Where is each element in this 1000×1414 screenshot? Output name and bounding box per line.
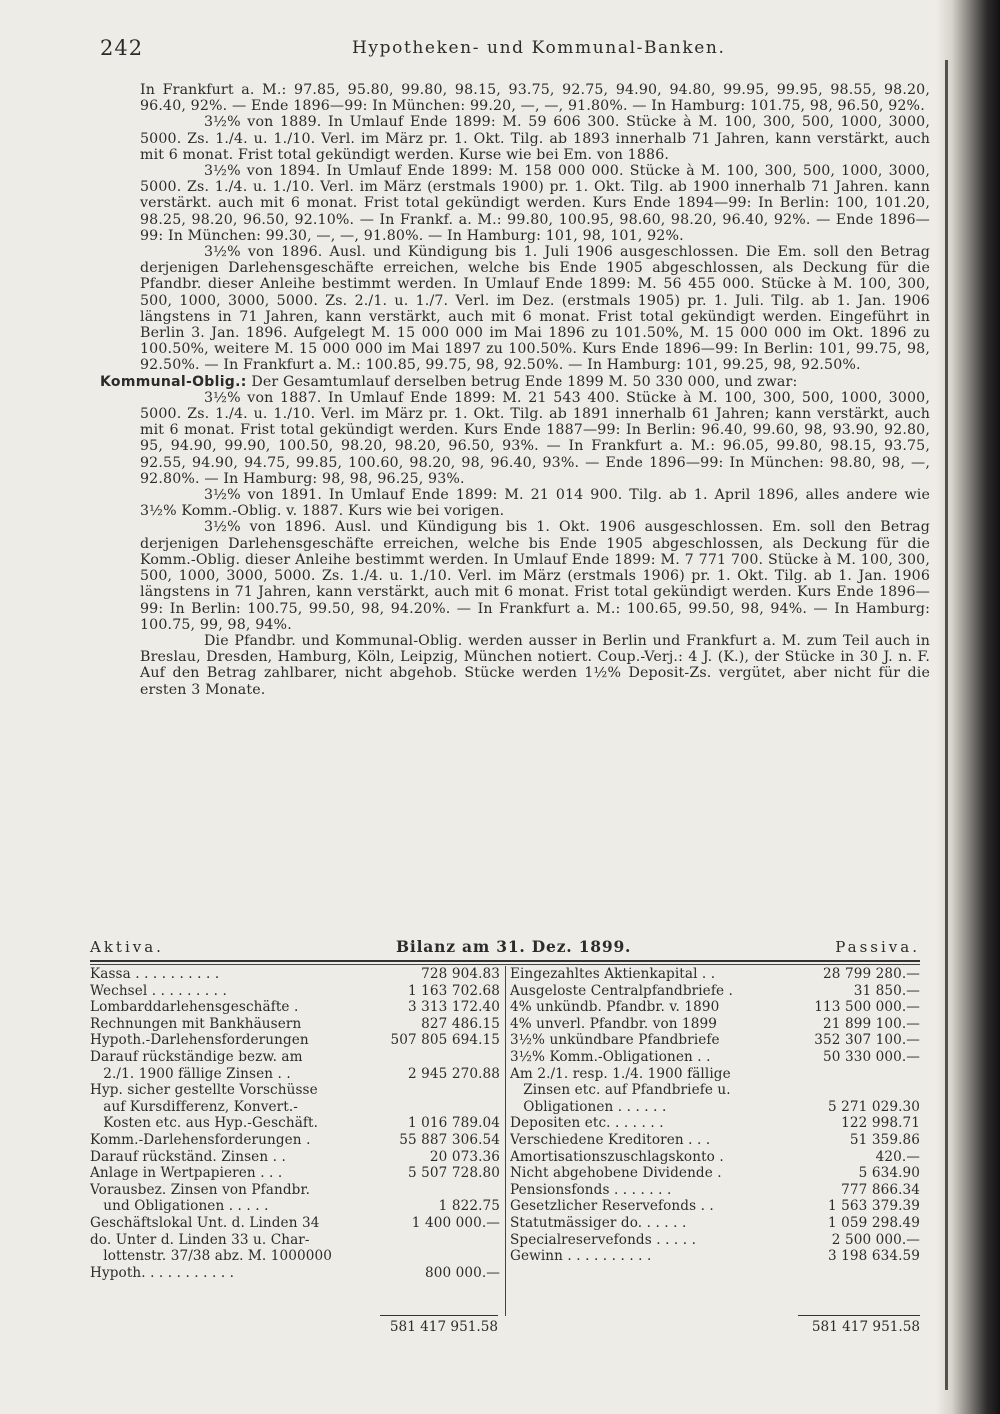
passiva-row-amount: 420.— [875,1148,920,1165]
passiva-row-label: Am 2./1. resp. 1./4. 1900 fällige [510,1065,731,1082]
aktiva-row-amount [380,1182,500,1199]
aktiva-row-label: Darauf rückständige bezw. am [90,1048,303,1065]
aktiva-row-label: Darauf rückständ. Zinsen . . [90,1148,286,1165]
passiva-row-label: Specialreservefonds . . . . . [510,1231,697,1248]
passiva-total: 581 417 951.58 [811,1319,920,1335]
aktiva-row-amount [380,1248,500,1265]
aktiva-row [90,1248,500,1265]
passiva-row [510,983,920,1000]
aktiva-row-label: Vorausbez. Zinsen von Pfandbr. [90,1181,310,1198]
aktiva-row [90,1232,500,1249]
passiva-row-amount: 5 634.90 [858,1165,920,1182]
passiva-row [510,1082,920,1099]
aktiva-row-label: lottenstr. 37/38 abz. M. 1000000 [90,1248,333,1265]
passiva-row [510,966,920,983]
kommunal-oblig-text: Der Gesamtumlauf derselben betrug Ende 1899 M. 50 330 000, und zwar: [246,373,798,390]
body-text [100,82,930,698]
aktiva-row-amount: 55 887 306.54 [399,1131,500,1148]
passiva-row-label: Amortisationszuschlagskonto . [510,1148,724,1165]
aktiva-row [90,983,500,1000]
passiva-row-amount: 2 500 000.— [831,1231,920,1248]
passiva-row-label: Depositen etc. . . . . . . [510,1115,664,1132]
aktiva-row-label: Rechnungen mit Bankhäusern [90,1015,302,1032]
passiva-row [510,1165,920,1182]
passiva-row-amount: 1 059 298.49 [827,1214,920,1231]
aktiva-total: 581 417 951.58 [389,1319,498,1335]
aktiva-row-label: Hypoth. . . . . . . . . . . [90,1264,235,1281]
passiva-row [510,1115,920,1132]
aktiva-row-label: Anlage in Wertpapieren . . . [90,1165,283,1182]
passiva-row-amount: 50 330 000.— [823,1048,920,1065]
passiva-row [510,1016,920,1033]
aktiva-row-label: und Obligationen . . . . . [90,1198,269,1215]
aktiva-row [90,1115,500,1132]
running-title: Hypotheken- und Kommunal-Banken. [352,38,726,58]
passiva-row [510,1232,920,1249]
paragraph-pfandbr-1889: 3½% von 1889. In Umlauf Ende 1899: M. 59 606 300. Stücke à M. 100, 300, 500, 1000, 3000, 5000. Zs. 1./4. u. 1./10. Verl. im März pr. 1. Okt. Tilg. ab 1893 innerhalb 71 Jahren, kann verstärkt, auch mit 6 monat. Frist total gekündigt werden. Kurse wie bei Em. von 1886. [140,114,930,163]
passiva-row-amount: 51 359.86 [849,1131,920,1148]
passiva-row [510,1149,920,1166]
passiva-row-label: Statutmässiger do. . . . . . [510,1214,687,1231]
passiva-row-label: Pensionsfonds . . . . . . . [510,1181,672,1198]
paragraph-komm-oblig-1891: 3½% von 1891. In Umlauf Ende 1899: M. 21 014 900. Tilg. ab 1. April 1896, alles andere wie 3½% Komm.-Oblig. v. 1887. Kurs wie bei vorigen. [140,487,930,520]
aktiva-row-amount: 20 073.36 [429,1148,500,1165]
passiva-row-label: 3½% unkündbare Pfandbriefe [510,1032,720,1049]
passiva-row [510,1198,920,1215]
aktiva-row-label: auf Kursdifferenz, Konvert.- [90,1098,298,1115]
passiva-row [510,1132,920,1149]
aktiva-row-amount: 1 163 702.68 [407,982,500,999]
paragraph-pfandbr-1896: 3½% von 1896. Ausl. und Kündigung bis 1. Juli 1906 ausgeschlossen. Die Em. soll den Betrag derjenigen Darlehensgeschäfte erreichen, welche bis Ende 1905 abgeschlossen, als Deckung für die Pfandbr. dieser Anleihe bestimmt werden. In Umlauf Ende 1899: M. 56 455 000. Stücke à M. 100, 300, 500, 1000, 3000, 5000. Zs. 2./1. u. 1./7. Verl. im Dez. (erstmals 1905) pr. 1. Juli. Tilg. ab 1. Jan. 1906 längstens in 71 Jahren, kann verstärkt, auch mit 6 monat. Frist total gekündigt werden. Eingeführt in Berlin 3. Jan. 1896. Aufgelegt M. 15 000 000 im Mai 1896 zu 101.50%, M. 15 000 000 im Okt. 1896 zu 100.50%, weitere M. 15 000 000 im Mai 1897 zu 100.50%. Kurs Ende 1896—99: In Berlin: 101, 99.75, 98, 92.50%. — In Frankfurt a. M.: 100.85, 99.75, 98, 92.50%. — In Hamburg: 101, 99.25, 98, 92.50%. [140,244,930,374]
passiva-row-label: Nicht abgehobene Dividende . [510,1165,722,1182]
passiva-label: Passiva. [835,938,920,956]
aktiva-row [90,1066,500,1083]
aktiva-row [90,1032,500,1049]
passiva-row [510,999,920,1016]
section-lead-kommunal-oblig: Kommunal-Oblig.: [100,373,247,390]
passiva-row [510,1182,920,1199]
passiva-row [510,1099,920,1116]
aktiva-row-amount [380,1049,500,1066]
passiva-row-amount: 31 850.— [853,982,920,999]
paragraph-komm-oblig-1896: 3½% von 1896. Ausl. und Kündigung bis 1. Okt. 1906 ausgeschlossen. Em. soll den Betrag derjenigen Darlehensgeschäfte erreichen, welche bis Ende 1905 abgeschlossen, als Deckung für die Komm.-Oblig. dieser Anleihe bestimmt werden. In Umlauf Ende 1899: M. 7 771 700. Stücke à M. 100, 300, 500, 1000, 3000, 5000. Zs. 1./4. u. 1./10. Verl. im März (erstmals 1906) pr. 1. Okt. Tilg. ab 1. Jan. 1906 längstens in 71 Jahren, kann verstärkt, auch mit 6 monat. Frist total gekündigt werden. Kurs Ende 1896—99: In Berlin: 100.75, 99.50, 98, 94.20%. — In Frankfurt a. M.: 100.65, 99.50, 98, 94%. — In Hamburg: 100.75, 99, 98, 94%. [140,519,930,633]
passiva-row-amount: 777 866.34 [841,1181,920,1198]
aktiva-row-label: Geschäftslokal Unt. d. Linden 34 [90,1214,320,1231]
aktiva-sum-rule [380,1315,498,1316]
aktiva-row [90,1265,500,1282]
aktiva-row [90,1165,500,1182]
aktiva-row [90,1099,500,1116]
passiva-row [510,1049,920,1066]
passiva-row-amount: 352 307 100.— [814,1032,920,1049]
passiva-row-amount: 122 998.71 [841,1115,920,1132]
aktiva-row-amount: 1 400 000.— [411,1214,500,1231]
passiva-row [510,1248,920,1265]
balance-top-rule [90,960,920,962]
aktiva-list [90,966,500,1281]
page-header [100,36,920,66]
aktiva-row-label: Kosten etc. aus Hyp.-Geschäft. [90,1115,319,1132]
passiva-sum-rule [798,1315,920,1316]
passiva-row-label: Zinsen etc. auf Pfandbriefe u. [510,1082,731,1099]
aktiva-row-amount: 1 016 789.04 [407,1115,500,1132]
page-number: 242 [100,36,144,60]
balance-column-divider [505,966,506,1316]
passiva-row-amount: 28 799 280.— [823,966,920,982]
aktiva-row-label: Kassa . . . . . . . . . . [90,966,220,982]
aktiva-row [90,1016,500,1033]
passiva-row-amount: 113 500 000.— [814,999,920,1016]
passiva-row-label: Obligationen . . . . . . [510,1098,667,1115]
aktiva-row-amount: 5 507 728.80 [407,1165,500,1182]
passiva-row-amount [792,1082,920,1099]
passiva-row-label: Gesetzlicher Reservefonds . . [510,1198,714,1215]
passiva-row-amount: 3 198 634.59 [827,1248,920,1265]
passiva-row-label: Verschiedene Kreditoren . . . [510,1131,711,1148]
paragraph-pfandbr-1894: 3½% von 1894. In Umlauf Ende 1899: M. 158 000 000. Stücke à M. 100, 300, 500, 1000, 3000, 5000. Zs. 1./4. u. 1./10. Verl. im März (erstmals 1900) pr. 1. Okt. Tilg. ab 1900 innerhalb 71 Jahren. kann verstärkt. auch mit 6 monat. Frist total gekündigt werden. Kurs Ende 1894—99: In Berlin: 100, 101.20, 98.25, 98.20, 96.50, 92.10%. — In Frankf. a. M.: 99.80, 100.95, 98.60, 98.20, 96.40, 92%. — Ende 1896—99: In München: 99.30, —, —, 91.80%. — In Hamburg: 101, 98, 101, 92%. [140,163,930,244]
aktiva-row-amount: 3 313 172.40 [407,999,500,1016]
aktiva-row-label: Hypoth.-Darlehensforderungen [90,1032,309,1049]
aktiva-row-amount: 2 945 270.88 [407,1065,500,1082]
aktiva-row-amount [380,1099,500,1116]
aktiva-row [90,1198,500,1215]
passiva-row-label: Gewinn . . . . . . . . . . [510,1248,652,1265]
paragraph-komm-oblig-1887: 3½% von 1887. In Umlauf Ende 1899: M. 21 543 400. Stücke à M. 100, 300, 500, 1000, 3000, 5000. Zs. 1./4. u. 1./10. Verl. im März pr. 1. Okt. Tilg. ab 1891 innerhalb 61 Jahren; kann verstärkt, auch mit 6 monat. Frist total gekündigt werden. Kurs Ende 1887—99: In Berlin: 96.40, 99.60, 98, 93.90, 92.80, 95, 94.90, 99.90, 100.50, 98.20, 98.20, 96.50, 93%. — In Frankfurt a. M.: 96.05, 99.80, 98.15, 93.75, 92.55, 94.90, 94.75, 99.85, 100.60, 98.20, 98, 96.40, 93%. — Ende 1896—99: In München: 98.80, 98, —, 92.80%. — In Hamburg: 98, 98, 96.25, 93%. [140,389,930,487]
balance-header [90,938,920,960]
aktiva-row-label: Wechsel . . . . . . . . . [90,982,227,999]
passiva-row-amount [792,1066,920,1083]
aktiva-row-label: 2./1. 1900 fällige Zinsen . . [90,1065,291,1082]
aktiva-row-amount: 728 904.83 [421,966,500,982]
gutter-line [945,60,948,1390]
passiva-row-label: 4% unkündb. Pfandbr. v. 1890 [510,999,720,1016]
passiva-row [510,1032,920,1049]
aktiva-label: Aktiva. [90,938,164,956]
aktiva-row-amount [380,1082,500,1099]
passiva-row-label: Ausgeloste Centralpfandbriefe . [510,982,733,999]
paragraph-notierung: Die Pfandbr. und Kommunal-Oblig. werden ausser in Berlin und Frankfurt a. M. zum Teil auch in Breslau, Dresden, Hamburg, Köln, Leipzig, München notiert. Coup.-Verj.: 4 J. (K.), der Stücke in 30 J. n. F. Auf den Betrag zahlbarer, nicht abgehob. Stücke werden 1½% Deposit-Zs. vergütet, aber nicht für die ersten 3 Monate. [140,632,930,698]
passiva-row-label: 4% unverl. Pfandbr. von 1899 [510,1015,718,1032]
balance-title: Bilanz am 31. Dez. 1899. [396,937,632,956]
aktiva-row [90,966,500,983]
aktiva-row [90,1049,500,1066]
passiva-row [510,1215,920,1232]
balance-top-rule-thin [90,964,920,965]
passiva-row [510,1066,920,1083]
aktiva-row [90,999,500,1016]
aktiva-row-amount: 800 000.— [424,1264,500,1281]
aktiva-row-label: Komm.-Darlehensforderungen . [90,1131,311,1148]
aktiva-row [90,1182,500,1199]
passiva-row-label: 3½% Komm.-Obligationen . . [510,1048,711,1065]
aktiva-row-label: do. Unter d. Linden 33 u. Char- [90,1231,310,1248]
paragraph-kommunal-oblig [100,374,930,390]
aktiva-row [90,1149,500,1166]
aktiva-row-amount: 827 486.15 [421,1015,500,1032]
aktiva-row-amount: 1 822.75 [438,1198,500,1215]
passiva-row-amount: 21 899 100.— [823,1015,920,1032]
passiva-row-label: Eingezahltes Aktienkapital . . [510,966,716,982]
aktiva-row [90,1082,500,1099]
aktiva-row-label: Lombarddarlehensgeschäfte . [90,999,299,1016]
aktiva-row [90,1215,500,1232]
passiva-row-amount: 1 563 379.39 [827,1198,920,1215]
aktiva-row-amount [380,1232,500,1249]
aktiva-row-amount: 507 805 694.15 [390,1032,500,1049]
passiva-row-amount: 5 271 029.30 [827,1098,920,1115]
paragraph-kurse-frankfurt: In Frankfurt a. M.: 97.85, 95.80, 99.80, 98.15, 93.75, 92.75, 94.90, 94.80, 99.95, 99.95, 98.55, 98.20, 96.40, 92%. — Ende 1896—99: In München: 99.20, —, —, 91.80%. — In Hamburg: 101.75, 98, 96.50, 92%. [140,82,930,115]
passiva-list [510,966,920,1265]
aktiva-row [90,1132,500,1149]
aktiva-row-label: Hyp. sicher gestellte Vorschüsse [90,1082,318,1099]
